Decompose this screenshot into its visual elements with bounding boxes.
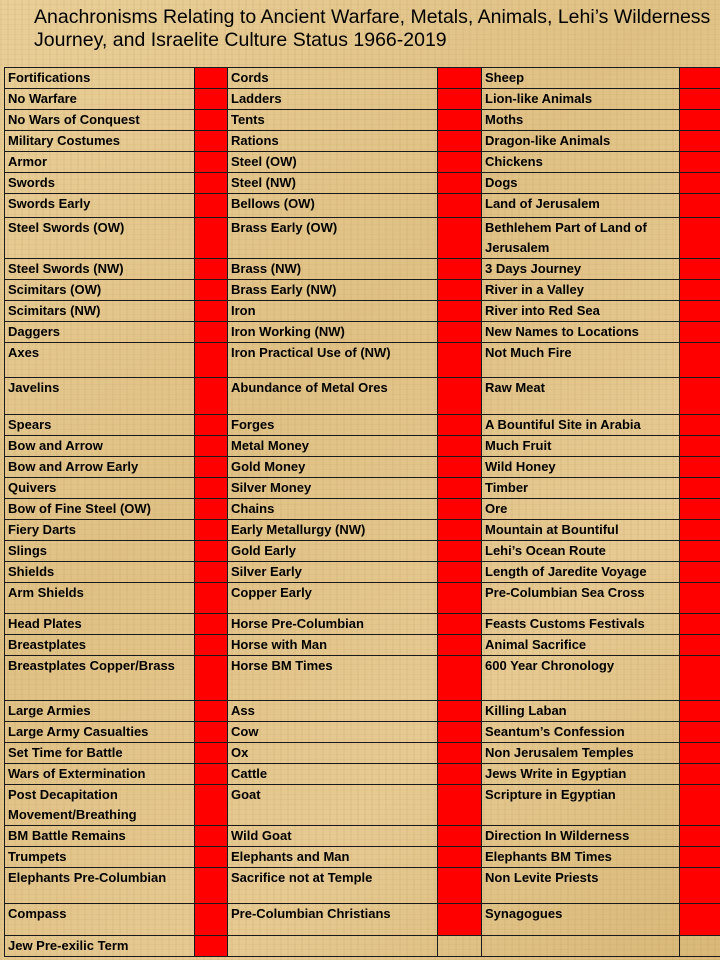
- red-status-cell: [680, 457, 720, 478]
- red-status-cell: [195, 826, 228, 847]
- red-status-cell: [195, 847, 228, 868]
- table-cell: Pre-Columbian Sea Cross: [482, 583, 680, 614]
- red-status-cell: [195, 259, 228, 280]
- table-cell: Cow: [228, 722, 438, 743]
- table-row: [5, 562, 720, 583]
- table-cell: Cords: [228, 68, 438, 89]
- table-row: [5, 614, 720, 635]
- table-cell: Timber: [482, 478, 680, 499]
- table-row: [5, 847, 720, 868]
- page-title: Anachronisms Relating to Ancient Warfare, Metals, Animals, Lehi’s Wilderness Journey, and Israelite Culture Status 1966-2019: [34, 6, 711, 51]
- red-status-cell: [195, 280, 228, 301]
- table-cell: Chains: [228, 499, 438, 520]
- table-cell: Jews Write in Egyptian: [482, 764, 680, 785]
- table-cell: Scimitars (NW): [5, 301, 195, 322]
- table-cell: Gold Early: [228, 541, 438, 562]
- red-status-cell: [438, 68, 482, 89]
- table-cell: Swords Early: [5, 194, 195, 218]
- red-status-cell: [438, 743, 482, 764]
- red-status-cell: [195, 478, 228, 499]
- red-status-cell: [195, 635, 228, 656]
- red-status-cell: [195, 764, 228, 785]
- table-cell: Ore: [482, 499, 680, 520]
- red-status-cell: [438, 322, 482, 343]
- table-cell: Dragon-like Animals: [482, 131, 680, 152]
- red-status-cell: [680, 499, 720, 520]
- table-cell: Wild Honey: [482, 457, 680, 478]
- red-status-cell: [195, 520, 228, 541]
- table-row: [5, 194, 720, 218]
- table-cell: River in a Valley: [482, 280, 680, 301]
- red-status-cell: [680, 259, 720, 280]
- red-status-cell: [680, 436, 720, 457]
- table-cell: Length of Jaredite Voyage: [482, 562, 680, 583]
- table-cell: No Wars of Conquest: [5, 110, 195, 131]
- table-cell: Fortifications: [5, 68, 195, 89]
- table-cell: Rations: [228, 131, 438, 152]
- table-row: [5, 904, 720, 936]
- table-cell: Killing Laban: [482, 701, 680, 722]
- table-cell: Ladders: [228, 89, 438, 110]
- table-cell: Sacrifice not at Temple: [228, 868, 438, 904]
- table-cell: [482, 936, 680, 957]
- table-cell: Cattle: [228, 764, 438, 785]
- red-status-cell: [438, 635, 482, 656]
- table-cell: Abundance of Metal Ores: [228, 378, 438, 415]
- table-cell: Elephants BM Times: [482, 847, 680, 868]
- red-status-cell: [195, 218, 228, 259]
- table-row: [5, 520, 720, 541]
- table-row: [5, 656, 720, 701]
- table-cell: Iron Practical Use of (NW): [228, 343, 438, 378]
- red-status-cell: [195, 868, 228, 904]
- table-cell: Non Levite Priests: [482, 868, 680, 904]
- table-row: [5, 173, 720, 194]
- table-cell: River into Red Sea: [482, 301, 680, 322]
- table-cell: Copper Early: [228, 583, 438, 614]
- table-cell: Arm Shields: [5, 583, 195, 614]
- table-cell: Quivers: [5, 478, 195, 499]
- table-cell: Post Decapitation Movement/Breathing: [5, 785, 195, 826]
- table-row: [5, 259, 720, 280]
- table-cell: Mountain at Bountiful: [482, 520, 680, 541]
- table-cell: Dogs: [482, 173, 680, 194]
- red-status-cell: [438, 562, 482, 583]
- table-cell: BM Battle Remains: [5, 826, 195, 847]
- red-status-cell: [438, 541, 482, 562]
- table-cell: 3 Days Journey: [482, 259, 680, 280]
- table-cell: Moths: [482, 110, 680, 131]
- table-row: [5, 936, 720, 957]
- table-row: [5, 722, 720, 743]
- table-cell: Bellows (OW): [228, 194, 438, 218]
- red-status-cell: [438, 259, 482, 280]
- red-status-cell: [680, 110, 720, 131]
- red-status-cell: [680, 131, 720, 152]
- table-row: [5, 301, 720, 322]
- red-status-cell: [680, 785, 720, 826]
- table-cell: Elephants and Man: [228, 847, 438, 868]
- table-row: [5, 743, 720, 764]
- table-cell: Armor: [5, 152, 195, 173]
- table-cell: Sheep: [482, 68, 680, 89]
- red-status-cell: [195, 785, 228, 826]
- table-cell: Early Metallurgy (NW): [228, 520, 438, 541]
- red-status-cell: [438, 343, 482, 378]
- table-cell: Silver Money: [228, 478, 438, 499]
- empty-status-cell: [438, 936, 482, 957]
- table-cell: Bow and Arrow: [5, 436, 195, 457]
- table-cell: Compass: [5, 904, 195, 936]
- table-cell: Horse with Man: [228, 635, 438, 656]
- table-cell: Wild Goat: [228, 826, 438, 847]
- red-status-cell: [195, 415, 228, 436]
- red-status-cell: [680, 378, 720, 415]
- red-status-cell: [195, 701, 228, 722]
- red-status-cell: [195, 499, 228, 520]
- red-status-cell: [680, 656, 720, 701]
- table-cell: Spears: [5, 415, 195, 436]
- red-status-cell: [680, 847, 720, 868]
- table-cell: Horse BM Times: [228, 656, 438, 701]
- red-status-cell: [680, 583, 720, 614]
- red-status-cell: [438, 152, 482, 173]
- table-cell: Daggers: [5, 322, 195, 343]
- red-status-cell: [438, 218, 482, 259]
- red-status-cell: [195, 583, 228, 614]
- table-cell: Steel Swords (NW): [5, 259, 195, 280]
- table-cell: Land of Jerusalem: [482, 194, 680, 218]
- table-cell: Swords: [5, 173, 195, 194]
- table-row: [5, 868, 720, 904]
- table-cell: Chickens: [482, 152, 680, 173]
- red-status-cell: [438, 499, 482, 520]
- red-status-cell: [438, 457, 482, 478]
- red-status-cell: [195, 89, 228, 110]
- red-status-cell: [438, 701, 482, 722]
- table-cell: Non Jerusalem Temples: [482, 743, 680, 764]
- table-row: [5, 541, 720, 562]
- red-status-cell: [195, 68, 228, 89]
- table-cell: Brass (NW): [228, 259, 438, 280]
- red-status-cell: [680, 635, 720, 656]
- red-status-cell: [195, 722, 228, 743]
- table-row: [5, 280, 720, 301]
- table-cell: Ass: [228, 701, 438, 722]
- red-status-cell: [680, 89, 720, 110]
- table-cell: Lehi’s Ocean Route: [482, 541, 680, 562]
- table-row: [5, 764, 720, 785]
- red-status-cell: [680, 520, 720, 541]
- table-cell: Silver Early: [228, 562, 438, 583]
- table-cell: Bethlehem Part of Land of Jerusalem: [482, 218, 680, 259]
- red-status-cell: [195, 562, 228, 583]
- red-status-cell: [195, 343, 228, 378]
- red-status-cell: [680, 743, 720, 764]
- table-cell: Military Costumes: [5, 131, 195, 152]
- red-status-cell: [438, 656, 482, 701]
- table-cell: Elephants Pre-Columbian: [5, 868, 195, 904]
- red-status-cell: [195, 541, 228, 562]
- red-status-cell: [680, 701, 720, 722]
- red-status-cell: [438, 904, 482, 936]
- table-cell: Feasts Customs Festivals: [482, 614, 680, 635]
- red-status-cell: [680, 614, 720, 635]
- red-status-cell: [680, 562, 720, 583]
- table-cell: Trumpets: [5, 847, 195, 868]
- red-status-cell: [195, 457, 228, 478]
- red-status-cell: [438, 89, 482, 110]
- red-status-cell: [438, 110, 482, 131]
- red-status-cell: [438, 436, 482, 457]
- table-cell: Javelins: [5, 378, 195, 415]
- table-row: [5, 218, 720, 259]
- table-cell: Jew Pre-exilic Term: [5, 936, 195, 957]
- table-cell: Raw Meat: [482, 378, 680, 415]
- red-status-cell: [195, 194, 228, 218]
- table-cell: Pre-Columbian Christians: [228, 904, 438, 936]
- table-cell: Breastplates: [5, 635, 195, 656]
- red-status-cell: [438, 173, 482, 194]
- red-status-cell: [438, 826, 482, 847]
- red-status-cell: [195, 743, 228, 764]
- table-cell: Seantum’s Confession: [482, 722, 680, 743]
- red-status-cell: [680, 280, 720, 301]
- table-row: [5, 701, 720, 722]
- red-status-cell: [438, 280, 482, 301]
- red-status-cell: [438, 415, 482, 436]
- red-status-cell: [438, 722, 482, 743]
- red-status-cell: [438, 583, 482, 614]
- table-cell: Ox: [228, 743, 438, 764]
- red-status-cell: [438, 847, 482, 868]
- red-status-cell: [195, 173, 228, 194]
- red-status-cell: [195, 322, 228, 343]
- table-cell: Shields: [5, 562, 195, 583]
- red-status-cell: [195, 378, 228, 415]
- table-cell: Large Armies: [5, 701, 195, 722]
- red-status-cell: [680, 68, 720, 89]
- table-cell: Bow and Arrow Early: [5, 457, 195, 478]
- table-cell: Wars of Extermination: [5, 764, 195, 785]
- table-cell: New Names to Locations: [482, 322, 680, 343]
- table-row: [5, 89, 720, 110]
- red-status-cell: [438, 378, 482, 415]
- table-cell: Iron Working (NW): [228, 322, 438, 343]
- table-row: [5, 457, 720, 478]
- table-row: [5, 152, 720, 173]
- red-status-cell: [680, 478, 720, 499]
- table-row: [5, 68, 720, 89]
- table-row: [5, 499, 720, 520]
- table-cell: Metal Money: [228, 436, 438, 457]
- red-status-cell: [680, 541, 720, 562]
- red-status-cell: [438, 478, 482, 499]
- table-cell: Steel Swords (OW): [5, 218, 195, 259]
- table-cell: Goat: [228, 785, 438, 826]
- red-status-cell: [438, 520, 482, 541]
- table-cell: [228, 936, 438, 957]
- red-status-cell: [680, 343, 720, 378]
- table-cell: Slings: [5, 541, 195, 562]
- table-cell: Horse Pre-Columbian: [228, 614, 438, 635]
- table-cell: 600 Year Chronology: [482, 656, 680, 701]
- table-cell: Large Army Casualties: [5, 722, 195, 743]
- table-cell: Axes: [5, 343, 195, 378]
- table-row: [5, 131, 720, 152]
- table-cell: Synagogues: [482, 904, 680, 936]
- table-row: [5, 110, 720, 131]
- red-status-cell: [680, 764, 720, 785]
- table-cell: Brass Early (OW): [228, 218, 438, 259]
- table-row: [5, 415, 720, 436]
- table-row: [5, 785, 720, 826]
- red-status-cell: [195, 110, 228, 131]
- table-cell: Iron: [228, 301, 438, 322]
- red-status-cell: [680, 194, 720, 218]
- red-status-cell: [438, 614, 482, 635]
- table-cell: Direction In Wilderness: [482, 826, 680, 847]
- red-status-cell: [195, 152, 228, 173]
- red-status-cell: [438, 785, 482, 826]
- red-status-cell: [680, 722, 720, 743]
- red-status-cell: [680, 868, 720, 904]
- red-status-cell: [195, 614, 228, 635]
- table-row: [5, 436, 720, 457]
- table-cell: Bow of Fine Steel (OW): [5, 499, 195, 520]
- table-cell: Forges: [228, 415, 438, 436]
- table-cell: A Bountiful Site in Arabia: [482, 415, 680, 436]
- table-row: [5, 343, 720, 378]
- red-status-cell: [195, 436, 228, 457]
- table-cell: Not Much Fire: [482, 343, 680, 378]
- table-cell: Steel (NW): [228, 173, 438, 194]
- red-status-cell: [438, 131, 482, 152]
- red-status-cell: [680, 173, 720, 194]
- table-row: [5, 378, 720, 415]
- table-row: [5, 635, 720, 656]
- table-row: [5, 826, 720, 847]
- table-cell: Breastplates Copper/Brass: [5, 656, 195, 701]
- red-status-cell: [438, 301, 482, 322]
- table-cell: Lion-like Animals: [482, 89, 680, 110]
- table-cell: Head Plates: [5, 614, 195, 635]
- red-status-cell: [195, 936, 228, 957]
- red-status-cell: [680, 904, 720, 936]
- table-cell: No Warfare: [5, 89, 195, 110]
- red-status-cell: [438, 764, 482, 785]
- red-status-cell: [680, 301, 720, 322]
- anachronism-status-table: [4, 67, 720, 957]
- table-cell: Scripture in Egyptian: [482, 785, 680, 826]
- table-cell: Set Time for Battle: [5, 743, 195, 764]
- red-status-cell: [438, 868, 482, 904]
- table-cell: Steel (OW): [228, 152, 438, 173]
- table-cell: Scimitars (OW): [5, 280, 195, 301]
- table-cell: Brass Early (NW): [228, 280, 438, 301]
- table-cell: Fiery Darts: [5, 520, 195, 541]
- red-status-cell: [195, 301, 228, 322]
- table-row: [5, 478, 720, 499]
- red-status-cell: [680, 152, 720, 173]
- red-status-cell: [680, 415, 720, 436]
- red-status-cell: [195, 904, 228, 936]
- red-status-cell: [680, 826, 720, 847]
- red-status-cell: [680, 322, 720, 343]
- empty-status-cell: [680, 936, 720, 957]
- table-cell: Much Fruit: [482, 436, 680, 457]
- table-cell: Tents: [228, 110, 438, 131]
- red-status-cell: [438, 194, 482, 218]
- table-row: [5, 322, 720, 343]
- table-cell: Animal Sacrifice: [482, 635, 680, 656]
- red-status-cell: [195, 131, 228, 152]
- table-row: [5, 583, 720, 614]
- table-cell: Gold Money: [228, 457, 438, 478]
- red-status-cell: [680, 218, 720, 259]
- red-status-cell: [195, 656, 228, 701]
